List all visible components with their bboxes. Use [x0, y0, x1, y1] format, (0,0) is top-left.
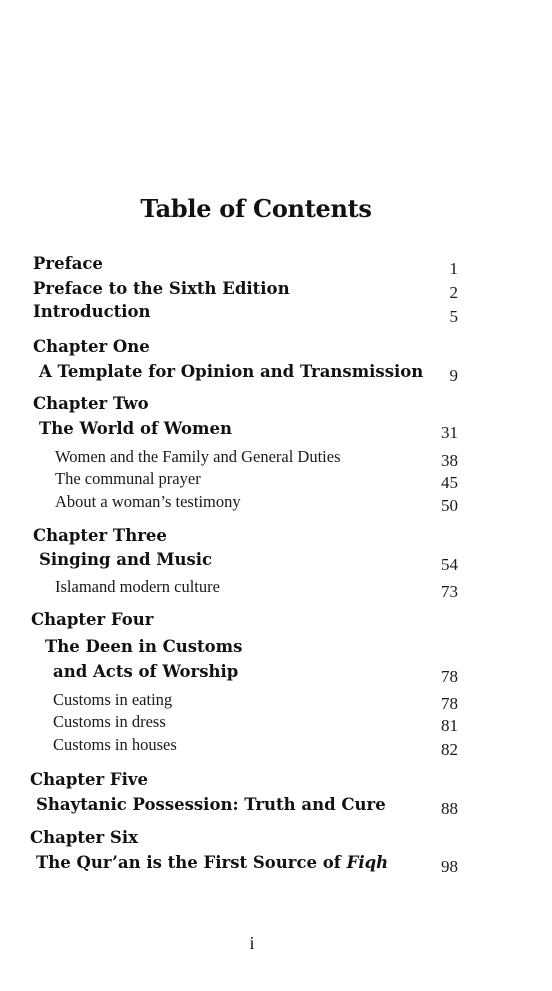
page-folio: i [249, 933, 255, 953]
toc-entry-preface-sixth-edition: Preface to the Sixth Edition [33, 279, 290, 298]
toc-page-number: 31 [441, 423, 458, 442]
toc-chapter-heading: Chapter Five [30, 770, 148, 789]
toc-page-number: 81 [441, 716, 458, 735]
toc-section: The communal prayer [55, 469, 201, 488]
toc-page-number: 9 [449, 366, 458, 385]
toc-section: Women and the Family and General Duties [55, 447, 341, 466]
toc-chapter-title [36, 855, 388, 872]
toc-chapter-title: Singing and Music [39, 550, 213, 569]
toc-chapter-title-text: The Qur’an is the First Source of [36, 853, 347, 872]
toc-chapter-heading: Chapter Six [30, 828, 138, 847]
toc-page-number: 1 [449, 259, 458, 278]
toc-page-number: 38 [441, 451, 458, 470]
toc-chapter-title: The Deen in Customs [45, 637, 243, 656]
toc-chapter-title: Shaytanic Possession: Truth and Cure [36, 795, 386, 814]
toc-page-number: 50 [441, 496, 458, 515]
toc-chapter-title: A Template for Opinion and Transmission [39, 362, 424, 381]
toc-section: Customs in eating [53, 690, 173, 709]
toc-chapter-title: and Acts of Worship [53, 662, 239, 681]
toc-chapter-title-emphasis: Fiqh [346, 853, 389, 872]
toc-section: About a woman’s testimony [55, 492, 241, 511]
toc-page-number: 45 [441, 473, 458, 492]
toc-page-number: 78 [441, 694, 458, 713]
toc-page-number: 88 [441, 799, 458, 818]
toc-chapter-heading: Chapter One [33, 337, 150, 356]
toc-section: Customs in houses [53, 735, 177, 754]
toc-chapter-title: The World of Women [39, 419, 232, 438]
toc-chapter-heading: Chapter Three [33, 526, 167, 545]
toc-page-number: 73 [441, 582, 458, 601]
toc-page-number: 2 [449, 283, 458, 302]
toc-page-number: 54 [441, 555, 458, 574]
toc-page-number: 78 [441, 667, 458, 686]
page-title: Table of Contents [140, 194, 372, 223]
toc-page-number: 82 [441, 740, 458, 759]
toc-page-number: 98 [441, 857, 458, 876]
toc-chapter-heading: Chapter Four [31, 610, 154, 629]
toc-chapter-heading: Chapter Two [33, 394, 149, 413]
toc-page-number: 5 [449, 307, 458, 326]
toc-entry-preface: Preface [33, 254, 103, 273]
toc-entry-introduction: Introduction [33, 302, 151, 321]
toc-section: Customs in dress [53, 712, 166, 731]
toc-section: Islamand modern culture [55, 577, 220, 596]
